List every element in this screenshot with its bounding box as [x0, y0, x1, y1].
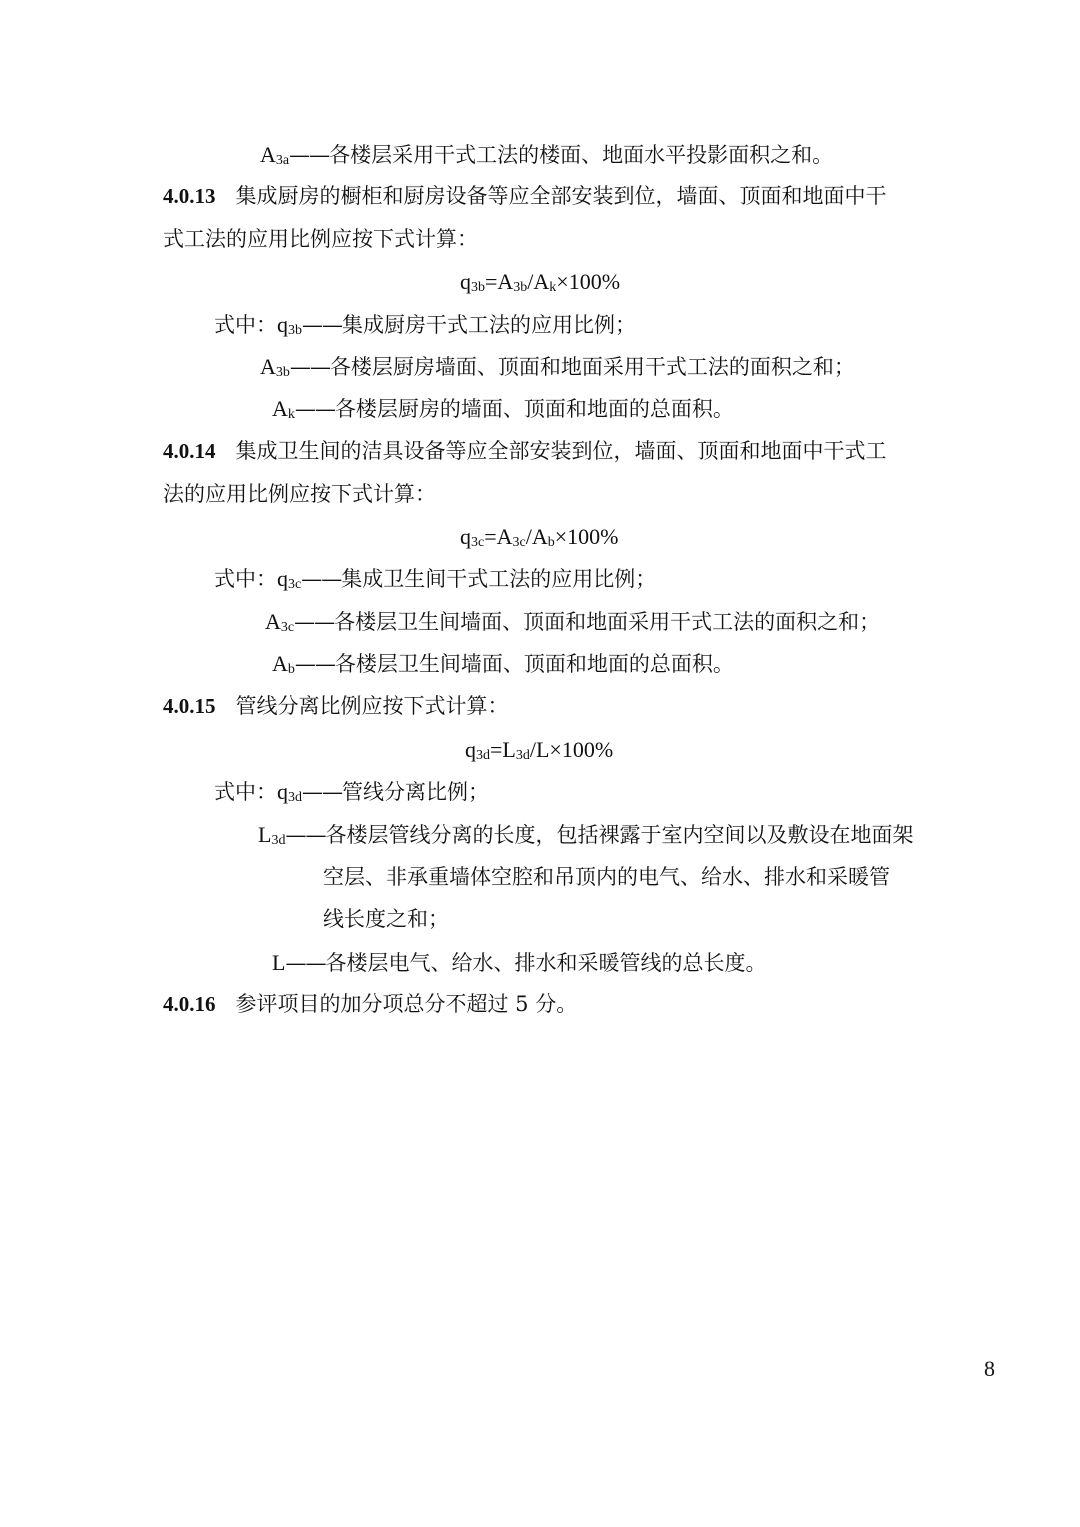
definition-a3c — [265, 611, 880, 633]
a3a-definition — [260, 144, 833, 166]
formula-part: /A — [527, 269, 550, 294]
where-prefix: 式中： — [214, 780, 277, 804]
subscript: 3c — [471, 535, 485, 550]
formula-part: q — [465, 737, 476, 762]
definition-l3d-cont1: 空层、非承重墙体空腔和吊顶内的电气、给水、排水和采暖管 — [323, 865, 890, 889]
dash: —— — [289, 143, 330, 167]
dash: —— — [294, 652, 335, 676]
subscript: b — [547, 535, 555, 550]
symbol: A — [260, 142, 276, 167]
clause-text: 集成厨房的橱柜和厨房设备等应全部安装到位，墙面、顶面和地面中干 — [235, 184, 887, 208]
definition-a3b — [260, 356, 855, 378]
formula-part: ×100% — [556, 269, 621, 294]
formula-part: ×100% — [554, 524, 619, 549]
subscript: k — [549, 280, 557, 295]
clause-4-0-13-line1 — [163, 186, 887, 207]
dash: —— — [289, 355, 330, 379]
subscript: 3b — [288, 323, 302, 338]
definition-text: 各楼层卫生间墙面、顶面和地面采用干式工法的面积之和； — [334, 610, 881, 634]
formula-part: =A — [484, 524, 513, 549]
symbol: A — [260, 354, 276, 379]
symbol: q — [277, 312, 288, 337]
clause-4-0-14-line1 — [163, 441, 887, 462]
clause-text: 管线分离比例应按下式计算： — [235, 694, 509, 718]
dash: —— — [294, 397, 335, 421]
dash: —— — [302, 313, 342, 337]
clause-text: 集成卫生间的洁具设备等应全部安装到位，墙面、顶面和地面中干式工 — [235, 439, 887, 463]
definition-l — [272, 952, 766, 974]
definition-ak — [272, 398, 734, 420]
definition-text: 各楼层管线分离的长度，包括裸露于室内空间以及敷设在地面架 — [325, 823, 914, 847]
definition-text: 各楼层电气、给水、排水和采暖管线的总长度。 — [325, 951, 767, 975]
symbol: L — [258, 822, 272, 847]
formula-part: /L×100% — [529, 737, 614, 762]
dash: —— — [302, 780, 342, 804]
clause-number: 4.0.14 — [163, 439, 216, 463]
formula-q3d — [465, 739, 613, 761]
definition-text: 集成卫生间干式工法的应用比例； — [341, 567, 657, 591]
subscript: 3b — [471, 280, 485, 295]
subscript: 3d — [476, 748, 490, 763]
clause-4-0-14-line2: 法的应用比例应按下式计算： — [163, 482, 436, 506]
formula-part: =A — [485, 269, 514, 294]
definition-text: 各楼层厨房的墙面、顶面和地面的总面积。 — [334, 397, 734, 421]
page-number: 8 — [984, 1356, 995, 1381]
where-q3b — [214, 314, 636, 336]
definition-l3d-cont2: 线长度之和； — [323, 907, 449, 931]
subscript: 3b — [275, 365, 290, 380]
definition-text: 集成厨房干式工法的应用比例； — [342, 313, 636, 337]
definition-text: 各楼层卫生间墙面、顶面和地面的总面积。 — [334, 652, 734, 676]
definition-text: 各楼层采用干式工法的楼面、地面水平投影面积之和。 — [329, 143, 834, 167]
dash: —— — [301, 567, 342, 591]
symbol: q — [277, 779, 288, 804]
subscript: 3a — [275, 153, 290, 168]
definition-ab — [272, 653, 734, 675]
symbol: A — [272, 651, 288, 676]
symbol: A — [272, 396, 288, 421]
clause-number: 4.0.13 — [163, 184, 216, 208]
subscript: 3d — [515, 748, 530, 763]
subscript: k — [287, 407, 295, 422]
clause-number: 4.0.15 — [163, 694, 216, 718]
formula-part: q — [460, 269, 471, 294]
dash: —— — [285, 823, 326, 847]
formula-part: =L — [490, 737, 516, 762]
subscript: b — [287, 662, 295, 677]
dash: —— — [285, 951, 326, 975]
where-q3d — [214, 781, 489, 803]
definition-text: 管线分离比例； — [342, 780, 489, 804]
symbol: A — [265, 609, 281, 634]
subscript: 3c — [288, 577, 302, 592]
where-prefix: 式中： — [214, 313, 277, 337]
clause-number: 4.0.16 — [163, 992, 216, 1016]
subscript: 3b — [513, 280, 528, 295]
symbol: q — [277, 566, 288, 591]
clause-4-0-16-line1 — [163, 994, 577, 1015]
symbol: L — [272, 950, 286, 975]
definition-l3d — [258, 824, 913, 846]
dash: —— — [294, 610, 335, 634]
formula-part: q — [460, 524, 471, 549]
clause-text: 参评项目的加分项总分不超过 5 分。 — [235, 992, 578, 1016]
subscript: 3d — [288, 790, 302, 805]
subscript: 3d — [271, 833, 286, 848]
clause-4-0-13-line2: 式工法的应用比例应按下式计算： — [163, 227, 478, 251]
definition-text: 各楼层厨房墙面、顶面和地面采用干式工法的面积之和； — [329, 355, 855, 379]
formula-q3b — [460, 271, 620, 293]
clause-4-0-15-line1 — [163, 696, 509, 717]
where-q3c — [214, 568, 656, 590]
where-prefix: 式中： — [214, 567, 277, 591]
subscript: 3c — [512, 535, 526, 550]
formula-q3c — [460, 526, 618, 548]
subscript: 3c — [280, 620, 295, 635]
formula-part: /A — [525, 524, 548, 549]
